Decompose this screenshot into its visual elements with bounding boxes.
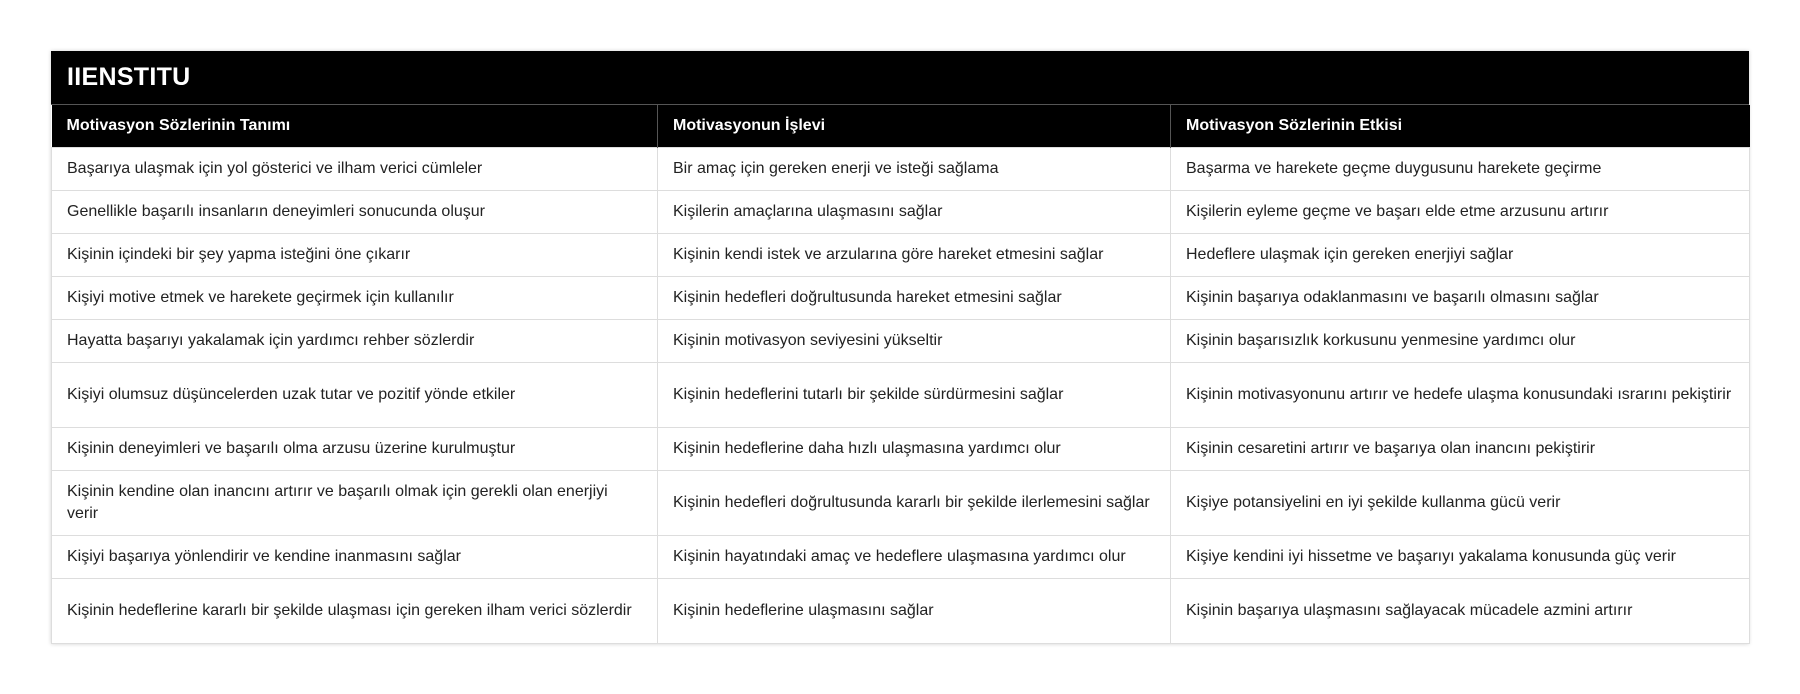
- table-cell: Genellikle başarılı insanların deneyimleri sonucunda oluşur: [52, 190, 658, 233]
- table-cell: Kişinin hedeflerini tutarlı bir şekilde sürdürmesini sağlar: [658, 362, 1171, 427]
- header-row: [52, 105, 1750, 147]
- table-cell: Kişiye kendini iyi hissetme ve başarıyı yakalama konusunda güç verir: [1171, 535, 1750, 578]
- table-cell: Bir amaç için gereken enerji ve isteği sağlama: [658, 147, 1171, 190]
- table-cell: Kişinin içindeki bir şey yapma isteğini öne çıkarır: [52, 233, 658, 276]
- table-cell: Hedeflere ulaşmak için gereken enerjiyi sağlar: [1171, 233, 1750, 276]
- table-row: [52, 190, 1750, 233]
- table-cell: Kişinin kendine olan inancını artırır ve başarılı olmak için gerekli olan enerjiyi verir: [52, 470, 658, 535]
- table-cell: Başarma ve harekete geçme duygusunu harekete geçirme: [1171, 147, 1750, 190]
- table-cell: Kişinin hayatındaki amaç ve hedeflere ulaşmasına yardımcı olur: [658, 535, 1171, 578]
- table-cell: Kişinin başarıya ulaşmasını sağlayacak mücadele azmini artırır: [1171, 578, 1750, 643]
- table-cell: Kişinin cesaretini artırır ve başarıya olan inancını pekiştirir: [1171, 427, 1750, 470]
- table-row: [52, 535, 1750, 578]
- table-cell: Kişinin motivasyon seviyesini yükseltir: [658, 319, 1171, 362]
- brand-title: IIENSTITU: [51, 51, 1749, 105]
- table-cell: Kişiye potansiyelini en iyi şekilde kullanma gücü verir: [1171, 470, 1750, 535]
- table-row: [52, 276, 1750, 319]
- table-cell: Kişinin kendi istek ve arzularına göre hareket etmesini sağlar: [658, 233, 1171, 276]
- table-cell: Kişinin başarısızlık korkusunu yenmesine yardımcı olur: [1171, 319, 1750, 362]
- table-cell: Kişiyi başarıya yönlendirir ve kendine inanmasını sağlar: [52, 535, 658, 578]
- table-cell: Başarıya ulaşmak için yol gösterici ve ilham verici cümleler: [52, 147, 658, 190]
- column-header-effect: Motivasyon Sözlerinin Etkisi: [1171, 105, 1750, 147]
- table-row: [52, 427, 1750, 470]
- table-row: [52, 362, 1750, 427]
- table-cell: Kişinin hedefleri doğrultusunda hareket etmesini sağlar: [658, 276, 1171, 319]
- table-cell: Kişinin hedeflerine ulaşmasını sağlar: [658, 578, 1171, 643]
- column-header-function: Motivasyonun İşlevi: [658, 105, 1171, 147]
- table-cell: Kişinin motivasyonunu artırır ve hedefe ulaşma konusundaki ısrarını pekiştirir: [1171, 362, 1750, 427]
- table-cell: Kişinin başarıya odaklanmasını ve başarılı olmasını sağlar: [1171, 276, 1750, 319]
- table-row: [52, 578, 1750, 643]
- table-cell: Kişilerin eyleme geçme ve başarı elde etme arzusunu artırır: [1171, 190, 1750, 233]
- table-row: [52, 147, 1750, 190]
- table-row: [52, 319, 1750, 362]
- table-cell: Kişinin hedeflerine daha hızlı ulaşmasına yardımcı olur: [658, 427, 1171, 470]
- table-cell: Kişinin hedeflerine kararlı bir şekilde ulaşması için gereken ilham verici sözlerdir: [52, 578, 658, 643]
- table-row: [52, 233, 1750, 276]
- table-row: [52, 470, 1750, 535]
- table-cell: Kişilerin amaçlarına ulaşmasını sağlar: [658, 190, 1171, 233]
- table-cell: Hayatta başarıyı yakalamak için yardımcı rehber sözlerdir: [52, 319, 658, 362]
- table-cell: Kişinin deneyimleri ve başarılı olma arzusu üzerine kurulmuştur: [52, 427, 658, 470]
- data-table-card: [51, 51, 1749, 644]
- column-header-definition: Motivasyon Sözlerinin Tanımı: [52, 105, 658, 147]
- motivation-table: [51, 105, 1750, 644]
- table-cell: Kişiyi olumsuz düşüncelerden uzak tutar ve pozitif yönde etkiler: [52, 362, 658, 427]
- table-cell: Kişiyi motive etmek ve harekete geçirmek için kullanılır: [52, 276, 658, 319]
- table-cell: Kişinin hedefleri doğrultusunda kararlı bir şekilde ilerlemesini sağlar: [658, 470, 1171, 535]
